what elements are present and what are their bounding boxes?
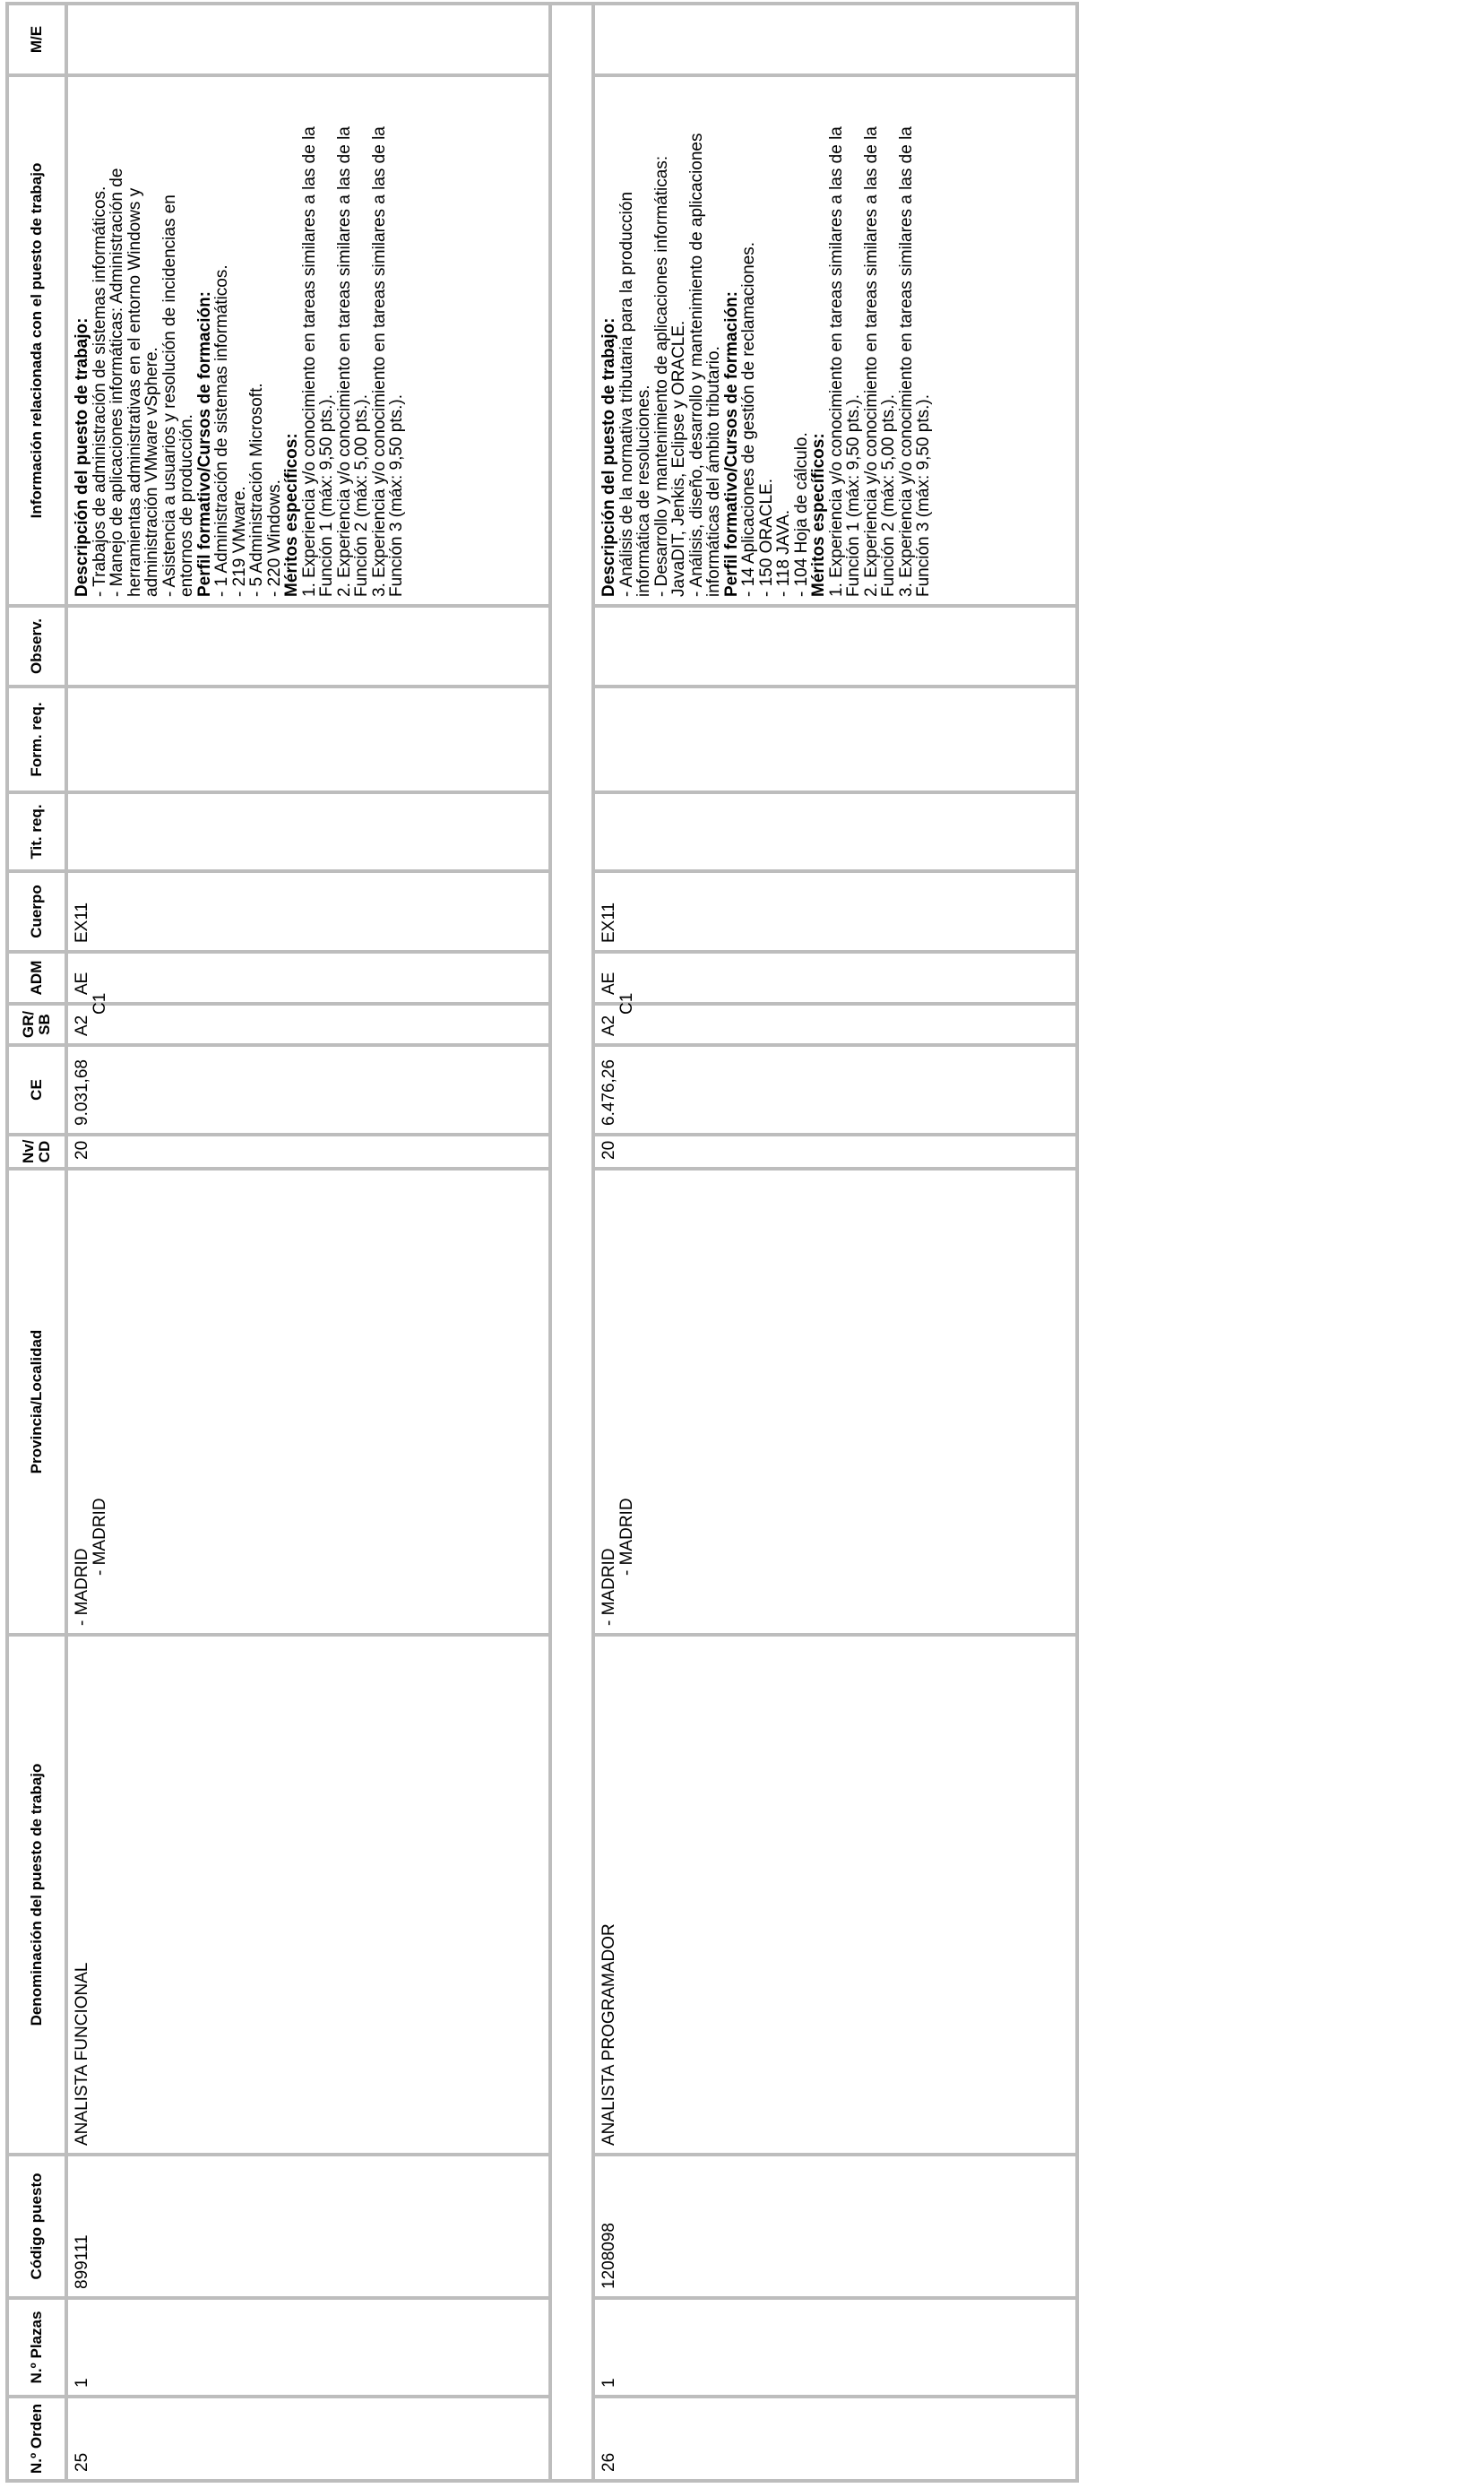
info-line: - 150 ORACLE. bbox=[756, 479, 776, 597]
cell-nivel: 20 bbox=[66, 1135, 550, 1169]
info-line: Función 3 (máx: 9,50 pts.). bbox=[914, 394, 933, 597]
subgrupo-line: C1 bbox=[90, 992, 109, 1015]
cell-cuerpo: EX11 bbox=[66, 871, 550, 952]
cell-ce: 6.476,26 bbox=[593, 1045, 1077, 1135]
header-provincia: Provincia/Localidad bbox=[7, 1169, 66, 1635]
info-line: informática de resoluciones. bbox=[634, 384, 653, 597]
cell-ce: 9.031,68 bbox=[66, 1045, 550, 1135]
cell-observ bbox=[593, 606, 1077, 687]
header-ce: CE bbox=[7, 1045, 66, 1135]
localidad-line: - MADRID bbox=[617, 1498, 636, 1576]
header-info: Información relacionada con el puesto de trabajo bbox=[7, 75, 66, 606]
cell-codigo: 1208098 bbox=[593, 2155, 1077, 2298]
cell-me bbox=[66, 4, 550, 75]
info-line: Función 3 (máx: 9,50 pts.). bbox=[387, 394, 406, 597]
cell-tit bbox=[66, 792, 550, 871]
header-grsb: GR/ SB bbox=[7, 1004, 66, 1045]
cell-form bbox=[593, 687, 1077, 792]
header-cuerpo: Cuerpo bbox=[7, 871, 66, 952]
info-line: Función 2 (máx: 5,00 pts.). bbox=[352, 394, 371, 597]
cell-denominacion: ANALISTA FUNCIONAL bbox=[66, 1635, 550, 2155]
info-line: Función 2 (máx: 5,00 pts.). bbox=[879, 394, 898, 597]
grupo-line: A2 bbox=[600, 1015, 618, 1036]
header-form: Form. req. bbox=[7, 687, 66, 792]
info-line: JavaDIT, Jenkis, Eclipse y ORACLE. bbox=[669, 320, 688, 597]
info-line: - Trabajos de administración de sistemas informáticos. bbox=[90, 186, 109, 597]
header-codigo: Código puesto bbox=[7, 2155, 66, 2298]
info-line: - 118 JAVA. bbox=[774, 509, 793, 597]
cell-cuerpo: EX11 bbox=[593, 871, 1077, 952]
provincia-line: - MADRID bbox=[73, 1548, 91, 1626]
info-line: 2. Experiencia y/o conocimiento en tareas similares a las de la bbox=[334, 126, 354, 597]
header-nivel: Nv/ CD bbox=[7, 1135, 66, 1169]
info-line: 3. Experiencia y/o conocimiento en tareas similares a las de la bbox=[896, 126, 916, 597]
info-line: - 220 Windows. bbox=[264, 479, 284, 597]
cell-plazas: 1 bbox=[593, 2298, 1077, 2397]
info-line: - 104 Hoja de cálculo. bbox=[791, 432, 811, 597]
cell-tit bbox=[593, 792, 1077, 871]
job-positions-table bbox=[5, 2, 1079, 2483]
info-line: Función 1 (máx: 9,50 pts.). bbox=[317, 394, 336, 597]
header-tit: Tit. req. bbox=[7, 792, 66, 871]
info-section-heading: Méritos específicos: bbox=[809, 433, 828, 597]
header-denominacion: Denominación del puesto de trabajo bbox=[7, 1635, 66, 2155]
cell-adm: AE bbox=[66, 952, 550, 1004]
header-adm: ADM bbox=[7, 952, 66, 1004]
info-section-heading: Perfil formativo/Cursos de formación: bbox=[721, 290, 741, 597]
cell-provincia bbox=[593, 1169, 1077, 1635]
info-line: administración VMware vSphere. bbox=[142, 347, 161, 597]
cell-codigo: 899111 bbox=[66, 2155, 550, 2298]
info-line: - Análisis de la normativa tributaria para la producción bbox=[617, 191, 636, 597]
header-orden: N.º Orden bbox=[7, 2397, 66, 2481]
cell-orden: 25 bbox=[66, 2397, 550, 2481]
info-section-heading: Descripción del puesto de trabajo: bbox=[73, 317, 91, 597]
info-line: 1. Experiencia y/o conocimiento en tareas similares a las de la bbox=[299, 126, 319, 597]
table-row-spacer bbox=[550, 4, 593, 2481]
table-row bbox=[593, 4, 1077, 2481]
cell-denominacion: ANALISTA PROGRAMADOR bbox=[593, 1635, 1077, 2155]
info-line: informáticas del ámbito tributario. bbox=[704, 346, 723, 597]
spacer-cell bbox=[550, 4, 593, 2481]
cell-observ bbox=[66, 606, 550, 687]
info-line: 1. Experiencia y/o conocimiento en tareas similares a las de la bbox=[826, 126, 846, 597]
header-observ: Observ. bbox=[7, 606, 66, 687]
info-line: Función 1 (máx: 9,50 pts.). bbox=[844, 394, 863, 597]
info-line: - 14 Aplicaciones de gestión de reclamaciones. bbox=[739, 241, 758, 597]
subgrupo-line: C1 bbox=[617, 992, 636, 1015]
info-section-heading: Méritos específicos: bbox=[282, 433, 301, 597]
info-line: - 1 Administración de sistemas informáticos. bbox=[212, 264, 231, 597]
info-line: 3. Experiencia y/o conocimiento en tareas similares a las de la bbox=[369, 126, 389, 597]
cell-me bbox=[593, 4, 1077, 75]
cell-grsb bbox=[66, 992, 550, 1045]
cell-plazas: 1 bbox=[66, 2298, 550, 2397]
cell-grsb bbox=[593, 992, 1077, 1045]
cell-info bbox=[593, 75, 1077, 606]
cell-orden: 26 bbox=[593, 2397, 1077, 2481]
info-line: - Análisis, diseño, desarrollo y mantenimiento de aplicaciones bbox=[686, 133, 706, 597]
cell-adm: AE bbox=[593, 952, 1077, 1004]
localidad-line: - MADRID bbox=[90, 1498, 109, 1576]
info-section-heading: Perfil formativo/Cursos de formación: bbox=[194, 290, 214, 597]
info-line: - Manejo de aplicaciones informáticas: Administración de bbox=[108, 168, 126, 597]
info-line: entornos de producción. bbox=[177, 414, 196, 597]
info-line: - 5 Administración Microsoft. bbox=[247, 383, 266, 597]
cell-provincia bbox=[66, 1169, 550, 1635]
info-section-heading: Descripción del puesto de trabajo: bbox=[600, 317, 618, 597]
header-me: M/E bbox=[7, 4, 66, 75]
provincia-line: - MADRID bbox=[600, 1548, 618, 1626]
info-line: - Desarrollo y mantenimiento de aplicaciones informáticas: bbox=[651, 155, 671, 597]
header-row bbox=[7, 4, 66, 2481]
info-line: herramientas administrativas en el entorno Windows y bbox=[125, 187, 144, 597]
cell-nivel: 20 bbox=[593, 1135, 1077, 1169]
info-line: - Asistencia a usuarios y resolución de incidencias en bbox=[160, 194, 179, 597]
cell-form bbox=[66, 687, 550, 792]
info-line: - 219 VMware. bbox=[229, 486, 249, 597]
cell-info bbox=[66, 75, 550, 606]
table-row bbox=[66, 4, 550, 2481]
info-line: 2. Experiencia y/o conocimiento en tareas similares a las de la bbox=[861, 126, 881, 597]
header-plazas: N.º Plazas bbox=[7, 2298, 66, 2397]
grupo-line: A2 bbox=[73, 1015, 91, 1036]
